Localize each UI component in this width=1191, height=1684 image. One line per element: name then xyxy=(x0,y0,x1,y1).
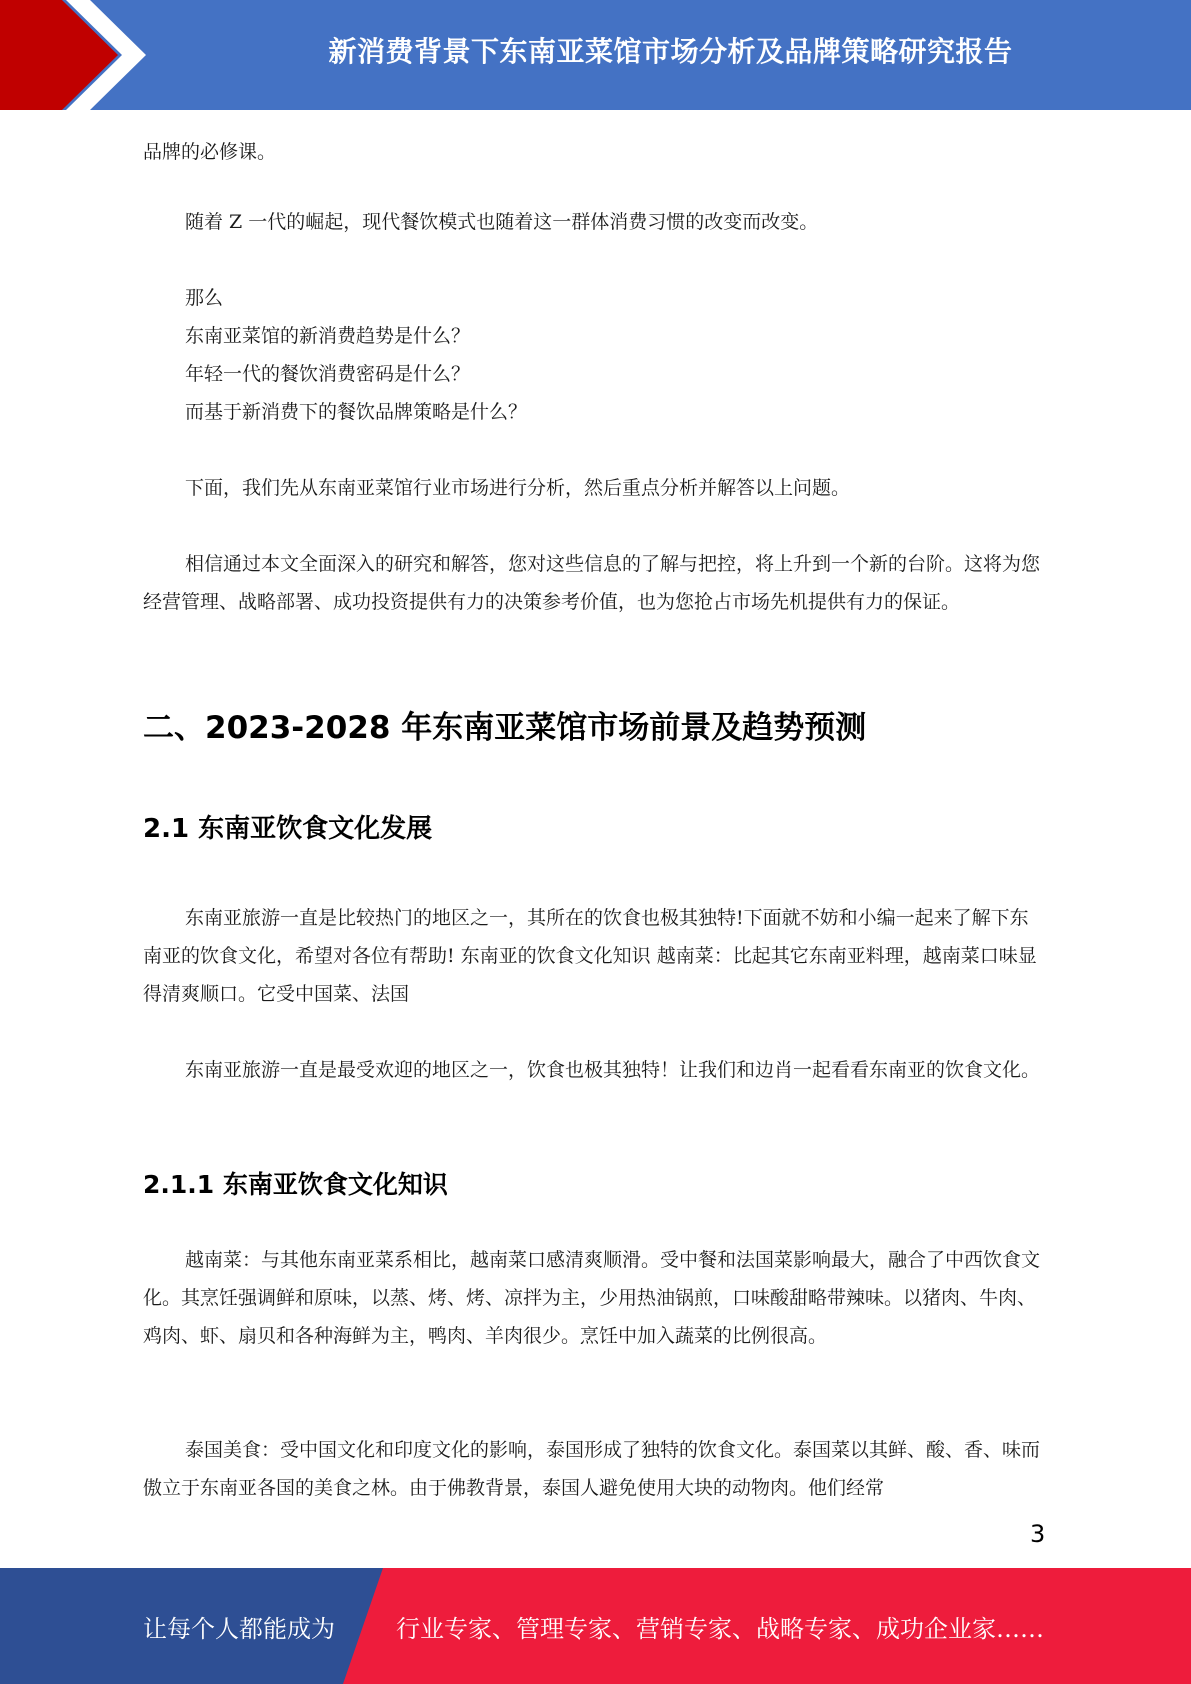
page-footer xyxy=(0,1568,1191,1684)
section-2-1-heading: 2.1 东南亚饮食文化发展 xyxy=(143,814,433,844)
paragraph-travel-2: 东南亚旅游一直是最受欢迎的地区之一，饮食也极其独特！让我们和边肖一起看看东南亚的饮食文化。 xyxy=(185,1059,1041,1081)
header-chevron-decoration xyxy=(0,0,160,110)
paragraph-continued: 品牌的必修课。 xyxy=(143,141,277,163)
footer-slogan-right: 行业专家、管理专家、营销专家、战略专家、成功企业家…… xyxy=(396,1614,1044,1643)
report-title: 新消费背景下东南亚菜馆市场分析及品牌策略研究报告 xyxy=(328,35,1013,68)
question-1: 东南亚菜馆的新消费趋势是什么？ xyxy=(185,325,471,347)
page-header xyxy=(0,0,1191,110)
footer-slogan-left: 让每个人都能成为 xyxy=(143,1614,335,1643)
paragraph-value: 相信通过本文全面深入的研究和解答，您对这些信息的了解与把控，将上升到一个新的台阶。这将为您经营管理、战略部署、成功投资提供有力的决策参考价值，也为您抢占市场先机提供有力的保证。 xyxy=(143,553,1041,613)
paragraph-plan: 下面，我们先从东南亚菜馆行业市场进行分析，然后重点分析并解答以上问题。 xyxy=(185,477,851,499)
question-3: 而基于新消费下的餐饮品牌策略是什么？ xyxy=(185,401,528,423)
section-2-1-1-heading: 2.1.1 东南亚饮食文化知识 xyxy=(143,1170,448,1199)
question-intro: 那么 xyxy=(185,287,224,309)
question-2: 年轻一代的餐饮消费密码是什么？ xyxy=(185,363,471,385)
paragraph-vietnam: 越南菜：与其他东南亚菜系相比，越南菜口感清爽顺滑。受中餐和法国菜影响最大，融合了中西饮食文化。其烹饪强调鲜和原味，以蒸、烤、烤、凉拌为主，少用热油锅煎，口味酸甜略带辣味。以猪肉、牛肉、鸡肉、虾、扇贝和各种海鲜为主，鸭肉、羊肉很少。烹饪中加入蔬菜的比例很高。 xyxy=(143,1249,1041,1347)
paragraph-gen-z: 随着 Z 一代的崛起，现代餐饮模式也随着这一群体消费习惯的改变而改变。 xyxy=(185,211,819,233)
section-2-heading: 二、2023-2028 年东南亚菜馆市场前景及趋势预测 xyxy=(143,710,867,746)
page-number: 3 xyxy=(1030,1520,1046,1548)
paragraph-travel-1: 东南亚旅游一直是比较热门的地区之一，其所在的饮食也极其独特!下面就不妨和小编一起来了解下东南亚的饮食文化，希望对各位有帮助! 东南亚的饮食文化知识 越南菜：比起其它东南亚料理，越南菜口味显得清爽顺口。它受中国菜、法国 xyxy=(143,907,1037,1005)
paragraph-thai: 泰国美食：受中国文化和印度文化的影响，泰国形成了独特的饮食文化。泰国菜以其鲜、酸、香、味而傲立于东南亚各国的美食之林。由于佛教背景，泰国人避免使用大块的动物肉。他们经常 xyxy=(143,1439,1041,1499)
